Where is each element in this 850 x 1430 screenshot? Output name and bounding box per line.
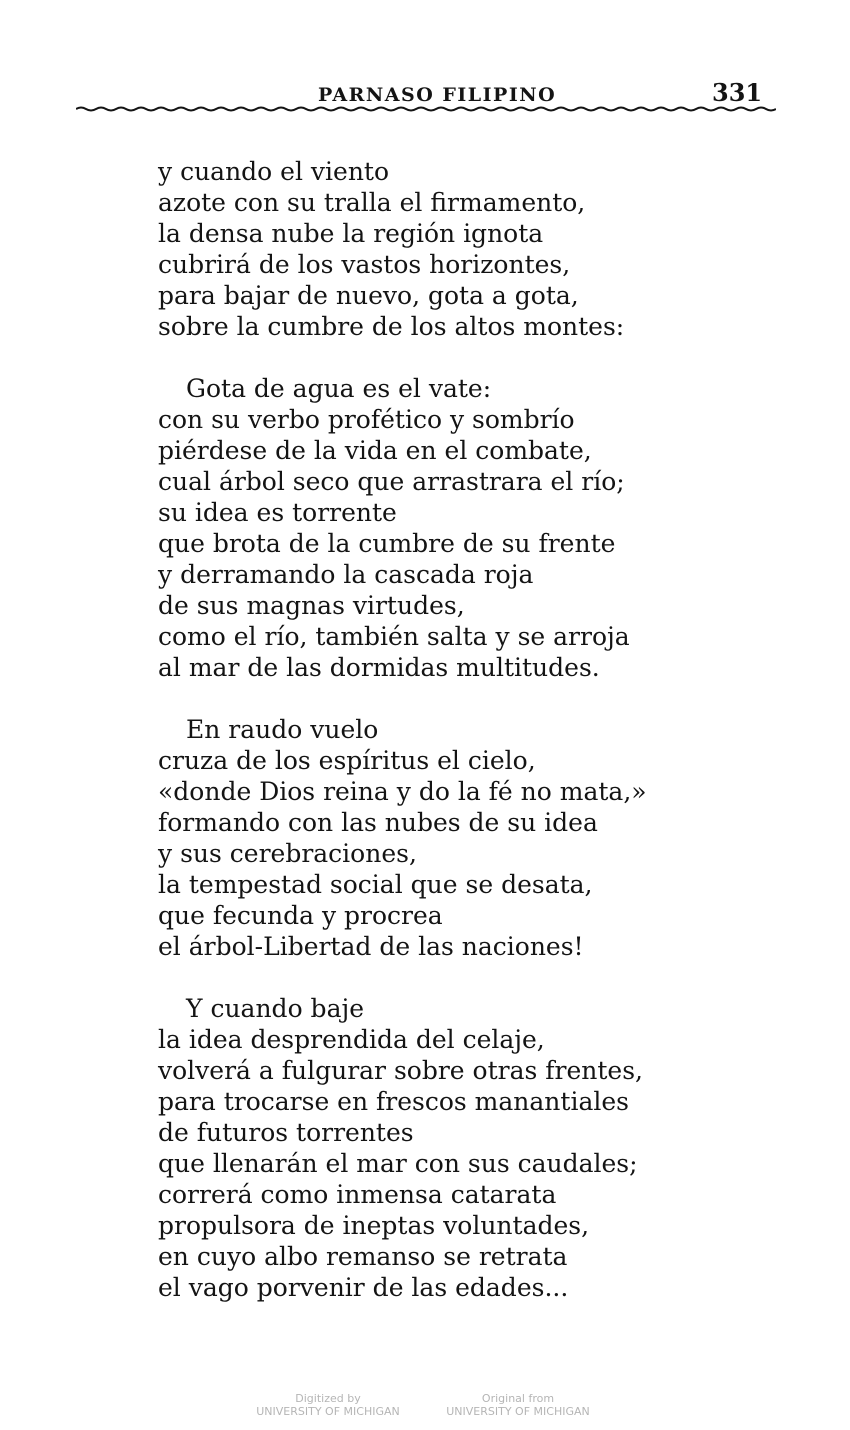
poem-line: de futuros torrentes xyxy=(158,1118,414,1147)
poem-line: cubrirá de los vastos horizontes, xyxy=(158,250,571,279)
poem-line: el árbol-Libertad de las naciones! xyxy=(158,932,584,961)
poem-line: Gota de agua es el vate: xyxy=(186,374,492,403)
poem-line: formando con las nubes de su idea xyxy=(158,808,598,837)
poem-line: para bajar de nuevo, gota a gota, xyxy=(158,281,579,310)
digitized-by-note xyxy=(218,1392,438,1418)
poem-line: en cuyo albo remanso se retrata xyxy=(158,1242,568,1271)
poem-line: En raudo vuelo xyxy=(186,715,379,744)
poem-line: de sus magnas virtudes, xyxy=(158,591,465,620)
poem-line: la tempestad social que se desata, xyxy=(158,870,593,899)
poem-line: Y cuando baje xyxy=(186,994,365,1023)
poem-line: la idea desprendida del celaje, xyxy=(158,1025,545,1054)
poem-line: que fecunda y procrea xyxy=(158,901,443,930)
poem-line: la densa nube la región ignota xyxy=(158,219,544,248)
stanza-4 xyxy=(158,993,718,1303)
original-from-institution: UNIVERSITY OF MICHIGAN xyxy=(446,1405,590,1418)
poem-line: correrá como inmensa catarata xyxy=(158,1180,557,1209)
poem-line: con su verbo profético y sombrío xyxy=(158,405,575,434)
poem-line: como el río, también salta y se arroja xyxy=(158,622,630,651)
stanza-3 xyxy=(158,714,718,962)
poem-line: y sus cerebraciones, xyxy=(158,839,417,868)
poem-line: su idea es torrente xyxy=(158,498,397,527)
original-from-note xyxy=(408,1392,628,1418)
poem-line: y cuando el viento xyxy=(158,157,390,186)
poem-line: azote con su tralla el firmamento, xyxy=(158,188,586,217)
running-title: PARNASO FILIPINO xyxy=(318,84,557,106)
poem-line: propulsora de ineptas voluntades, xyxy=(158,1211,590,1240)
digitized-by-institution: UNIVERSITY OF MICHIGAN xyxy=(256,1405,400,1418)
stanza-1 xyxy=(158,156,718,342)
poem-line: el vago porvenir de las edades... xyxy=(158,1273,569,1302)
poem-line: que llenarán el mar con sus caudales; xyxy=(158,1149,638,1178)
stanza-2 xyxy=(158,373,718,683)
poem-line: volverá a fulgurar sobre otras frentes, xyxy=(158,1056,643,1085)
poem-line: al mar de las dormidas multitudes. xyxy=(158,653,600,682)
poem-line: piérdese de la vida en el combate, xyxy=(158,436,592,465)
poem-line: cruza de los espíritus el cielo, xyxy=(158,746,536,775)
poem-line: y derramando la cascada roja xyxy=(158,560,534,589)
page-number: 331 xyxy=(712,78,763,107)
poem-line: «donde Dios reina y do la fé no mata,» xyxy=(158,777,647,806)
digitized-by-label: Digitized by xyxy=(295,1392,361,1405)
poem-line: cual árbol seco que arrastrara el río; xyxy=(158,467,625,496)
poem-line: que brota de la cumbre de su frente xyxy=(158,529,616,558)
poem-body xyxy=(158,156,718,1334)
poem-line: sobre la cumbre de los altos montes: xyxy=(158,312,625,341)
decorative-wavy-rule xyxy=(76,104,776,114)
original-from-label: Original from xyxy=(481,1392,555,1405)
poem-line: para trocarse en frescos manantiales xyxy=(158,1087,629,1116)
